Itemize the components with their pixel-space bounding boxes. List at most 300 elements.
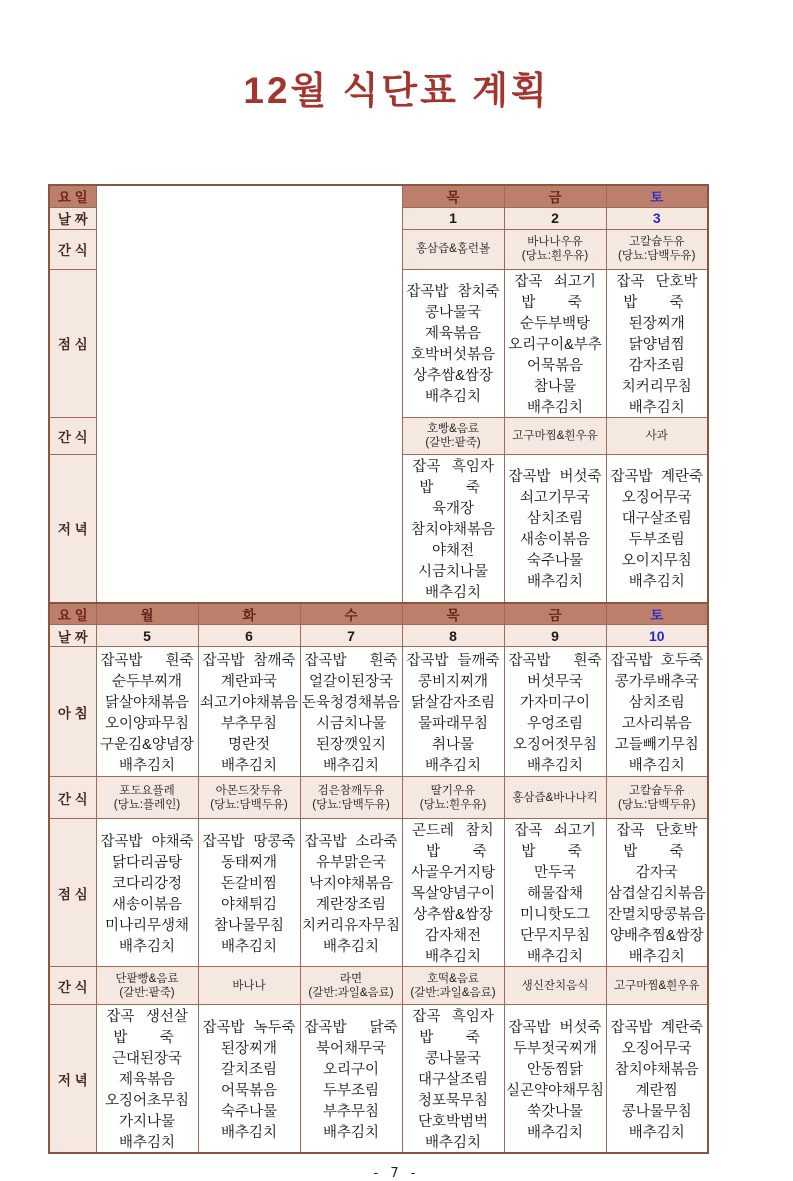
meal-menu [199, 1016, 300, 1142]
row-label: 날 짜 [49, 207, 96, 229]
meal-line: 만두국 [533, 865, 577, 881]
meal-line: 오이양파무침 [104, 715, 190, 732]
meal-table-week2 [48, 602, 709, 1155]
snack-cell [198, 777, 300, 819]
meal-menu [403, 455, 504, 602]
snack-cell [402, 777, 504, 819]
meal-line [97, 649, 198, 670]
row-label: 간 식 [49, 967, 96, 1005]
meal-line: 두부젓국찌개 [512, 1040, 598, 1057]
date-cell: 10 [606, 625, 708, 647]
meal-line: 사골우거지탕 [410, 865, 496, 881]
meal-line: 배추김치 [220, 757, 278, 774]
meal-line: 돈갈비찜 [220, 875, 278, 892]
meal-line: 계란파국 [220, 673, 278, 690]
meal-line [607, 819, 708, 861]
porridge-item: 생선살죽 [145, 1009, 188, 1046]
meal-line: 육개장 [431, 500, 475, 517]
meal-line: 치커리무침 [621, 378, 692, 395]
meal-line [607, 465, 708, 486]
meal-line: 야채전 [431, 542, 475, 559]
meal-menu [607, 649, 708, 775]
meal-line: 배추김치 [424, 389, 482, 405]
snack-line: (당뇨:담백두유) [617, 250, 696, 262]
date-cell: 2 [504, 207, 606, 229]
meal-line: 된장찌개 [220, 1040, 278, 1057]
meal-line: 미니핫도그 [519, 907, 591, 923]
meal-menu [505, 649, 606, 775]
porridge-item: 녹두죽 [253, 1019, 296, 1036]
meal-menu [301, 830, 402, 956]
meal-line: 어묵볶음 [220, 1082, 278, 1099]
meal-menu [97, 830, 198, 956]
snack-line: 바나나우유 [527, 236, 583, 248]
meal-line: 배추김치 [628, 574, 685, 590]
meal-line: 오리구이 [322, 1061, 380, 1078]
table-row [49, 819, 708, 967]
row-label: 저 녁 [49, 1005, 96, 1154]
meal-line [403, 455, 504, 497]
snack-line: 아몬드잣두유 [215, 784, 283, 797]
snack-cell [96, 777, 198, 819]
meal-line: 오징어무국 [621, 1040, 692, 1057]
meal-line [301, 1016, 402, 1037]
porridge-item: 땅콩죽 [253, 833, 296, 850]
snack-line: (당뇨:흰우유) [419, 798, 487, 811]
meal-line: 참치야채볶음 [410, 521, 496, 538]
meal-line: 배추김치 [526, 1124, 584, 1141]
snack-line: 라면 [339, 972, 363, 985]
meal-menu [403, 1005, 504, 1152]
meal-line: 가지나물 [118, 1114, 176, 1130]
meal-line: 갈치조림 [220, 1061, 278, 1078]
porridge-item: 흑임자죽 [451, 1009, 494, 1046]
snack-line: 호떡&음료 [426, 972, 480, 985]
snack-cell [96, 967, 198, 1005]
row-label: 점 심 [49, 269, 96, 417]
porridge-item: 쇠고기죽 [553, 823, 596, 860]
meal-line: 유부맑은국 [315, 854, 387, 871]
snack-line: 홍삼즙&바나나킥 [512, 791, 598, 804]
porridge-item: 단호박죽 [655, 273, 698, 311]
snack-cell [504, 417, 606, 454]
meal-menu [505, 1016, 606, 1142]
snack-line: (갈반:팥죽) [119, 986, 175, 999]
meal-cell [606, 269, 708, 417]
meal-line: 대구살조림 [621, 511, 692, 527]
meal-line: 콩나물무침 [621, 1103, 692, 1120]
meal-line: 치커리유자무침 [301, 917, 401, 934]
meal-line: 돈육청경채볶음 [301, 694, 401, 711]
meal-line: 배추김치 [628, 757, 685, 774]
meal-line [607, 1016, 708, 1037]
meal-line: 배추김치 [628, 949, 685, 965]
porridge-item: 닭죽 [369, 1019, 398, 1036]
meal-line: 배추김치 [220, 938, 278, 955]
page-title: 12월 식단표 계획 [243, 70, 550, 111]
meal-cell [198, 1005, 300, 1154]
day-header-cell: 목 [402, 185, 504, 207]
meal-cell [504, 1005, 606, 1154]
day-header-cell: 목 [402, 603, 504, 625]
snack-cell [504, 229, 606, 269]
meal-line: 제육볶음 [118, 1072, 176, 1088]
rice-item: 잡곡밥 [106, 1009, 135, 1046]
meal-line: 콩비지찌개 [417, 673, 489, 690]
table-row [49, 185, 708, 207]
rice-item: 잡곡밥 [406, 652, 449, 669]
meal-menu [505, 819, 606, 966]
meal-line: 배추김치 [118, 1135, 176, 1151]
rice-item: 잡곡밥 [406, 284, 449, 300]
meal-line: 참치야채볶음 [614, 1061, 699, 1078]
rice-item: 잡곡밥 [508, 469, 551, 485]
table-row [49, 1005, 708, 1154]
meal-cell [300, 647, 402, 777]
meal-line: 시금치나물 [315, 715, 387, 732]
snack-cell [606, 967, 708, 1005]
date-cell: 7 [300, 625, 402, 647]
meal-line: 근대된장국 [111, 1051, 183, 1067]
row-label: 요 일 [49, 603, 96, 625]
meal-line [199, 1016, 300, 1037]
meal-table-week1 [48, 184, 709, 604]
snack-line: 호빵&음료 [426, 422, 480, 435]
meal-line: 잔멸치땅콩볶음 [607, 907, 706, 923]
meal-menu [301, 1016, 402, 1142]
snack-line: (당뇨:담백두유) [210, 798, 288, 811]
meal-line [301, 649, 402, 670]
meal-line [403, 1005, 504, 1047]
row-label: 점 심 [49, 819, 96, 967]
row-label: 저 녁 [49, 454, 96, 603]
meal-cell [198, 819, 300, 967]
meal-cell [402, 454, 504, 603]
meal-line: 쇠고기무국 [519, 490, 591, 506]
porridge-item: 흰죽 [165, 652, 194, 669]
meal-menu [403, 819, 504, 966]
rice-item: 잡곡밥 [610, 469, 653, 485]
meal-line: 구운김&양념장 [100, 736, 194, 753]
rice-item: 잡곡밥 [610, 1019, 653, 1036]
rice-item: 잡곡밥 [202, 1019, 245, 1036]
meal-line: 계란장조림 [315, 896, 387, 913]
rice-item: 잡곡밥 [100, 652, 143, 669]
snack-line: (당뇨:담백두유) [617, 798, 696, 811]
meal-line: 배추김치 [424, 949, 482, 965]
page-number: - 7 - [373, 1166, 420, 1181]
table-row [49, 625, 708, 647]
meal-line: 콩가루배추국 [614, 673, 699, 690]
snack-line: (갈반:팥죽) [425, 436, 481, 449]
rice-item: 잡곡밥 [100, 833, 143, 850]
meal-line: 어묵볶음 [526, 357, 584, 374]
meal-cell [402, 269, 504, 417]
meal-cell [504, 819, 606, 967]
meal-menu [97, 1005, 198, 1152]
porridge-item: 참깨죽 [253, 652, 296, 669]
porridge-item: 흰죽 [573, 652, 602, 669]
meal-line [301, 830, 402, 851]
meal-line: 낙지야채볶음 [308, 875, 394, 892]
snack-cell [300, 777, 402, 819]
meal-line: 고들빼기무침 [614, 736, 699, 753]
merged-empty-cell [96, 185, 402, 603]
meal-line: 양배추찜&쌈장 [609, 928, 704, 944]
porridge-item: 흑임자죽 [451, 458, 494, 496]
meal-line: 안동찜닭 [526, 1061, 584, 1078]
meal-line [403, 280, 504, 301]
meal-line: 북어채무국 [315, 1040, 387, 1057]
snack-line: (갈반:과일&음료) [308, 986, 394, 999]
row-label: 아 침 [49, 647, 96, 777]
snack-line: (당뇨:플레인) [113, 798, 181, 811]
meal-line [199, 649, 300, 670]
meal-line: 배추김치 [526, 574, 584, 590]
snack-cell [606, 777, 708, 819]
snack-cell [402, 229, 504, 269]
meal-line: 배추김치 [424, 757, 482, 774]
meal-line: 콩나물국 [424, 305, 482, 321]
meal-line: 배추김치 [526, 399, 584, 416]
meal-line: 쇠고기야채볶음 [199, 694, 299, 711]
porridge-item: 참치죽 [465, 823, 494, 860]
meal-line [97, 830, 198, 851]
meal-line: 오징어무국 [621, 490, 692, 506]
day-header-cell: 월 [96, 603, 198, 625]
meal-line [607, 270, 708, 312]
meal-cell [96, 819, 198, 967]
snack-line: 사과 [645, 429, 668, 442]
meal-cell [504, 647, 606, 777]
meal-line [505, 1016, 606, 1037]
meal-line [403, 649, 504, 670]
meal-line: 순두부찌개 [111, 673, 183, 690]
porridge-item: 계란죽 [660, 469, 703, 485]
meal-cell [402, 647, 504, 777]
meal-line: 배추김치 [118, 938, 176, 955]
meal-cell [504, 269, 606, 417]
meal-line [505, 465, 606, 486]
snack-cell [402, 417, 504, 454]
meal-line: 대구살조림 [417, 1072, 489, 1088]
meal-line: 된장깻잎지 [315, 736, 387, 753]
meal-line: 새송이볶음 [519, 532, 591, 548]
meal-line: 미나리무생채 [104, 917, 190, 934]
porridge-item: 호두죽 [660, 652, 703, 669]
snack-line: 고칼슘두유 [628, 236, 685, 248]
meal-line [403, 819, 504, 861]
meal-line: 부추무침 [322, 1103, 380, 1120]
snack-line: 생신잔치음식 [521, 979, 589, 992]
meal-line: 배추김치 [628, 1124, 685, 1141]
table-row [49, 967, 708, 1005]
meal-menu [607, 819, 708, 966]
meal-menu [607, 465, 708, 591]
table-row [49, 777, 708, 819]
meal-cell [606, 647, 708, 777]
porridge-item: 단호박죽 [655, 823, 698, 860]
meal-line: 호박버섯볶음 [410, 347, 496, 363]
meal-line: 배추김치 [424, 584, 482, 601]
row-label: 간 식 [49, 229, 96, 269]
meal-menu [505, 465, 606, 591]
date-cell: 6 [198, 625, 300, 647]
meal-cell [402, 1005, 504, 1154]
rice-item: 잡곡밥 [616, 823, 645, 860]
meal-line: 닭살감자조림 [410, 694, 496, 711]
meal-line: 오징어초무침 [104, 1093, 190, 1109]
meal-line: 해물잡채 [526, 886, 584, 902]
meal-cell [300, 1005, 402, 1154]
meal-line [505, 819, 606, 861]
meal-line: 고사리볶음 [621, 715, 692, 732]
rice-item: 잡곡밥 [202, 652, 245, 669]
day-header-cell: 수 [300, 603, 402, 625]
meal-line: 콩나물국 [424, 1051, 482, 1067]
meal-line: 배추김치 [220, 1124, 278, 1141]
meal-line: 물파래무침 [417, 715, 489, 732]
meal-line: 버섯무국 [526, 673, 584, 690]
meal-line: 닭살야채볶음 [104, 694, 190, 711]
meal-line: 닭다리곰탕 [111, 854, 183, 871]
meal-cell [96, 647, 198, 777]
meal-cell [402, 819, 504, 967]
porridge-item: 소라죽 [355, 833, 398, 850]
porridge-item: 흰죽 [369, 652, 398, 669]
row-label: 날 짜 [49, 625, 96, 647]
snack-line: (갈반:과일&음료) [410, 986, 496, 999]
porridge-item: 야채죽 [151, 833, 194, 850]
snack-line: 검은참깨두유 [317, 784, 385, 797]
meal-line: 코다리강정 [111, 875, 183, 892]
meal-cell [504, 454, 606, 603]
snack-line: 단팥빵&음료 [115, 972, 179, 985]
meal-line: 배추김치 [526, 757, 584, 774]
day-header-cell: 금 [504, 603, 606, 625]
row-label: 요 일 [49, 185, 96, 207]
day-header-cell: 화 [198, 603, 300, 625]
meal-menu [199, 649, 300, 775]
meal-line: 상추쌈&쌈장 [413, 368, 493, 384]
meal-line: 오징어젓무침 [512, 736, 598, 753]
meal-line: 삼치조림 [526, 511, 584, 527]
snack-line: 고칼슘두유 [628, 784, 685, 797]
rice-item: 잡곡밥 [508, 652, 551, 669]
meal-line: 얼갈이된장국 [308, 673, 394, 690]
meal-line: 우엉조림 [526, 715, 584, 732]
snack-line: (당뇨:담백두유) [312, 798, 390, 811]
snack-line: 고구마찜&흰우유 [614, 979, 700, 992]
snack-cell [198, 967, 300, 1005]
snack-line: 바나나 [232, 979, 266, 992]
row-label: 간 식 [49, 417, 96, 454]
rice-item: 잡곡밥 [508, 1019, 551, 1036]
meal-line: 배추김치 [322, 938, 380, 955]
meal-line: 쑥갓나물 [526, 1103, 584, 1120]
meal-cell [300, 819, 402, 967]
meal-cell [606, 454, 708, 603]
snack-cell [606, 417, 708, 454]
meal-menu [403, 280, 504, 406]
meal-line: 배추김치 [322, 757, 380, 774]
porridge-item: 참치죽 [457, 284, 500, 300]
date-cell: 8 [402, 625, 504, 647]
day-header-cell: 토 [606, 603, 708, 625]
meal-line: 명란젓 [227, 736, 271, 753]
snack-cell [402, 967, 504, 1005]
rice-item: 잡곡밥 [202, 833, 245, 850]
table-row [49, 603, 708, 625]
meal-line: 단호박범벅 [417, 1114, 489, 1130]
meal-line: 감자조림 [628, 357, 685, 374]
meal-cell [198, 647, 300, 777]
rice-item: 잡곡밥 [412, 1009, 441, 1046]
meal-line: 목살양념구이 [410, 886, 496, 902]
day-header-cell: 토 [606, 185, 708, 207]
snack-cell [504, 967, 606, 1005]
snack-cell [504, 777, 606, 819]
meal-line: 배추김치 [628, 399, 685, 416]
porridge-item: 버섯죽 [559, 1019, 602, 1036]
meal-cell [96, 1005, 198, 1154]
meal-menu [301, 649, 402, 775]
table-row [49, 647, 708, 777]
meal-menu [97, 649, 198, 775]
meal-line: 야채튀김 [220, 896, 278, 913]
meal-line: 취나물 [431, 736, 475, 753]
day-header-cell: 금 [504, 185, 606, 207]
rice-item: 잡곡밥 [304, 833, 347, 850]
porridge-item: 쇠고기죽 [553, 273, 596, 311]
meal-cell [606, 1005, 708, 1154]
meal-cell [606, 819, 708, 967]
meal-line: 참나물무침 [213, 917, 285, 934]
porridge-item: 버섯죽 [559, 469, 602, 485]
meal-line: 두부조림 [628, 532, 685, 548]
meal-line: 참나물 [533, 378, 577, 395]
meal-line [199, 830, 300, 851]
meal-line: 실곤약야채무침 [505, 1082, 605, 1099]
snack-line: 포도요플레 [119, 784, 175, 797]
meal-line: 삼겹살김치볶음 [607, 886, 706, 902]
meal-line: 배추김치 [322, 1124, 380, 1141]
meal-menu [607, 1016, 708, 1142]
snack-line: 홍삼즙&홈런볼 [415, 243, 491, 255]
meal-line: 부추무침 [220, 715, 278, 732]
meal-menu [199, 830, 300, 956]
snack-line: 딸기우유 [430, 784, 476, 797]
meal-line: 오이지무침 [621, 553, 692, 569]
meal-line [505, 649, 606, 670]
meal-menu [505, 270, 606, 417]
meal-line: 감자국 [635, 865, 678, 881]
meal-line: 계란찜 [635, 1082, 678, 1099]
porridge-item: 계란죽 [660, 1019, 703, 1036]
snack-cell [300, 967, 402, 1005]
meal-line: 닭양념찜 [628, 336, 685, 353]
meal-line [97, 1005, 198, 1047]
meal-line: 감자채전 [424, 928, 482, 944]
meal-line: 숙주나물 [220, 1103, 278, 1120]
rice-item: 잡곡밥 [412, 458, 441, 496]
meal-menu [403, 649, 504, 775]
rice-item: 잡곡밥 [514, 823, 543, 860]
meal-line [505, 270, 606, 312]
rice-item: 잡곡밥 [304, 652, 347, 669]
rice-item: 잡곡밥 [304, 1019, 347, 1036]
meal-line [607, 649, 708, 670]
